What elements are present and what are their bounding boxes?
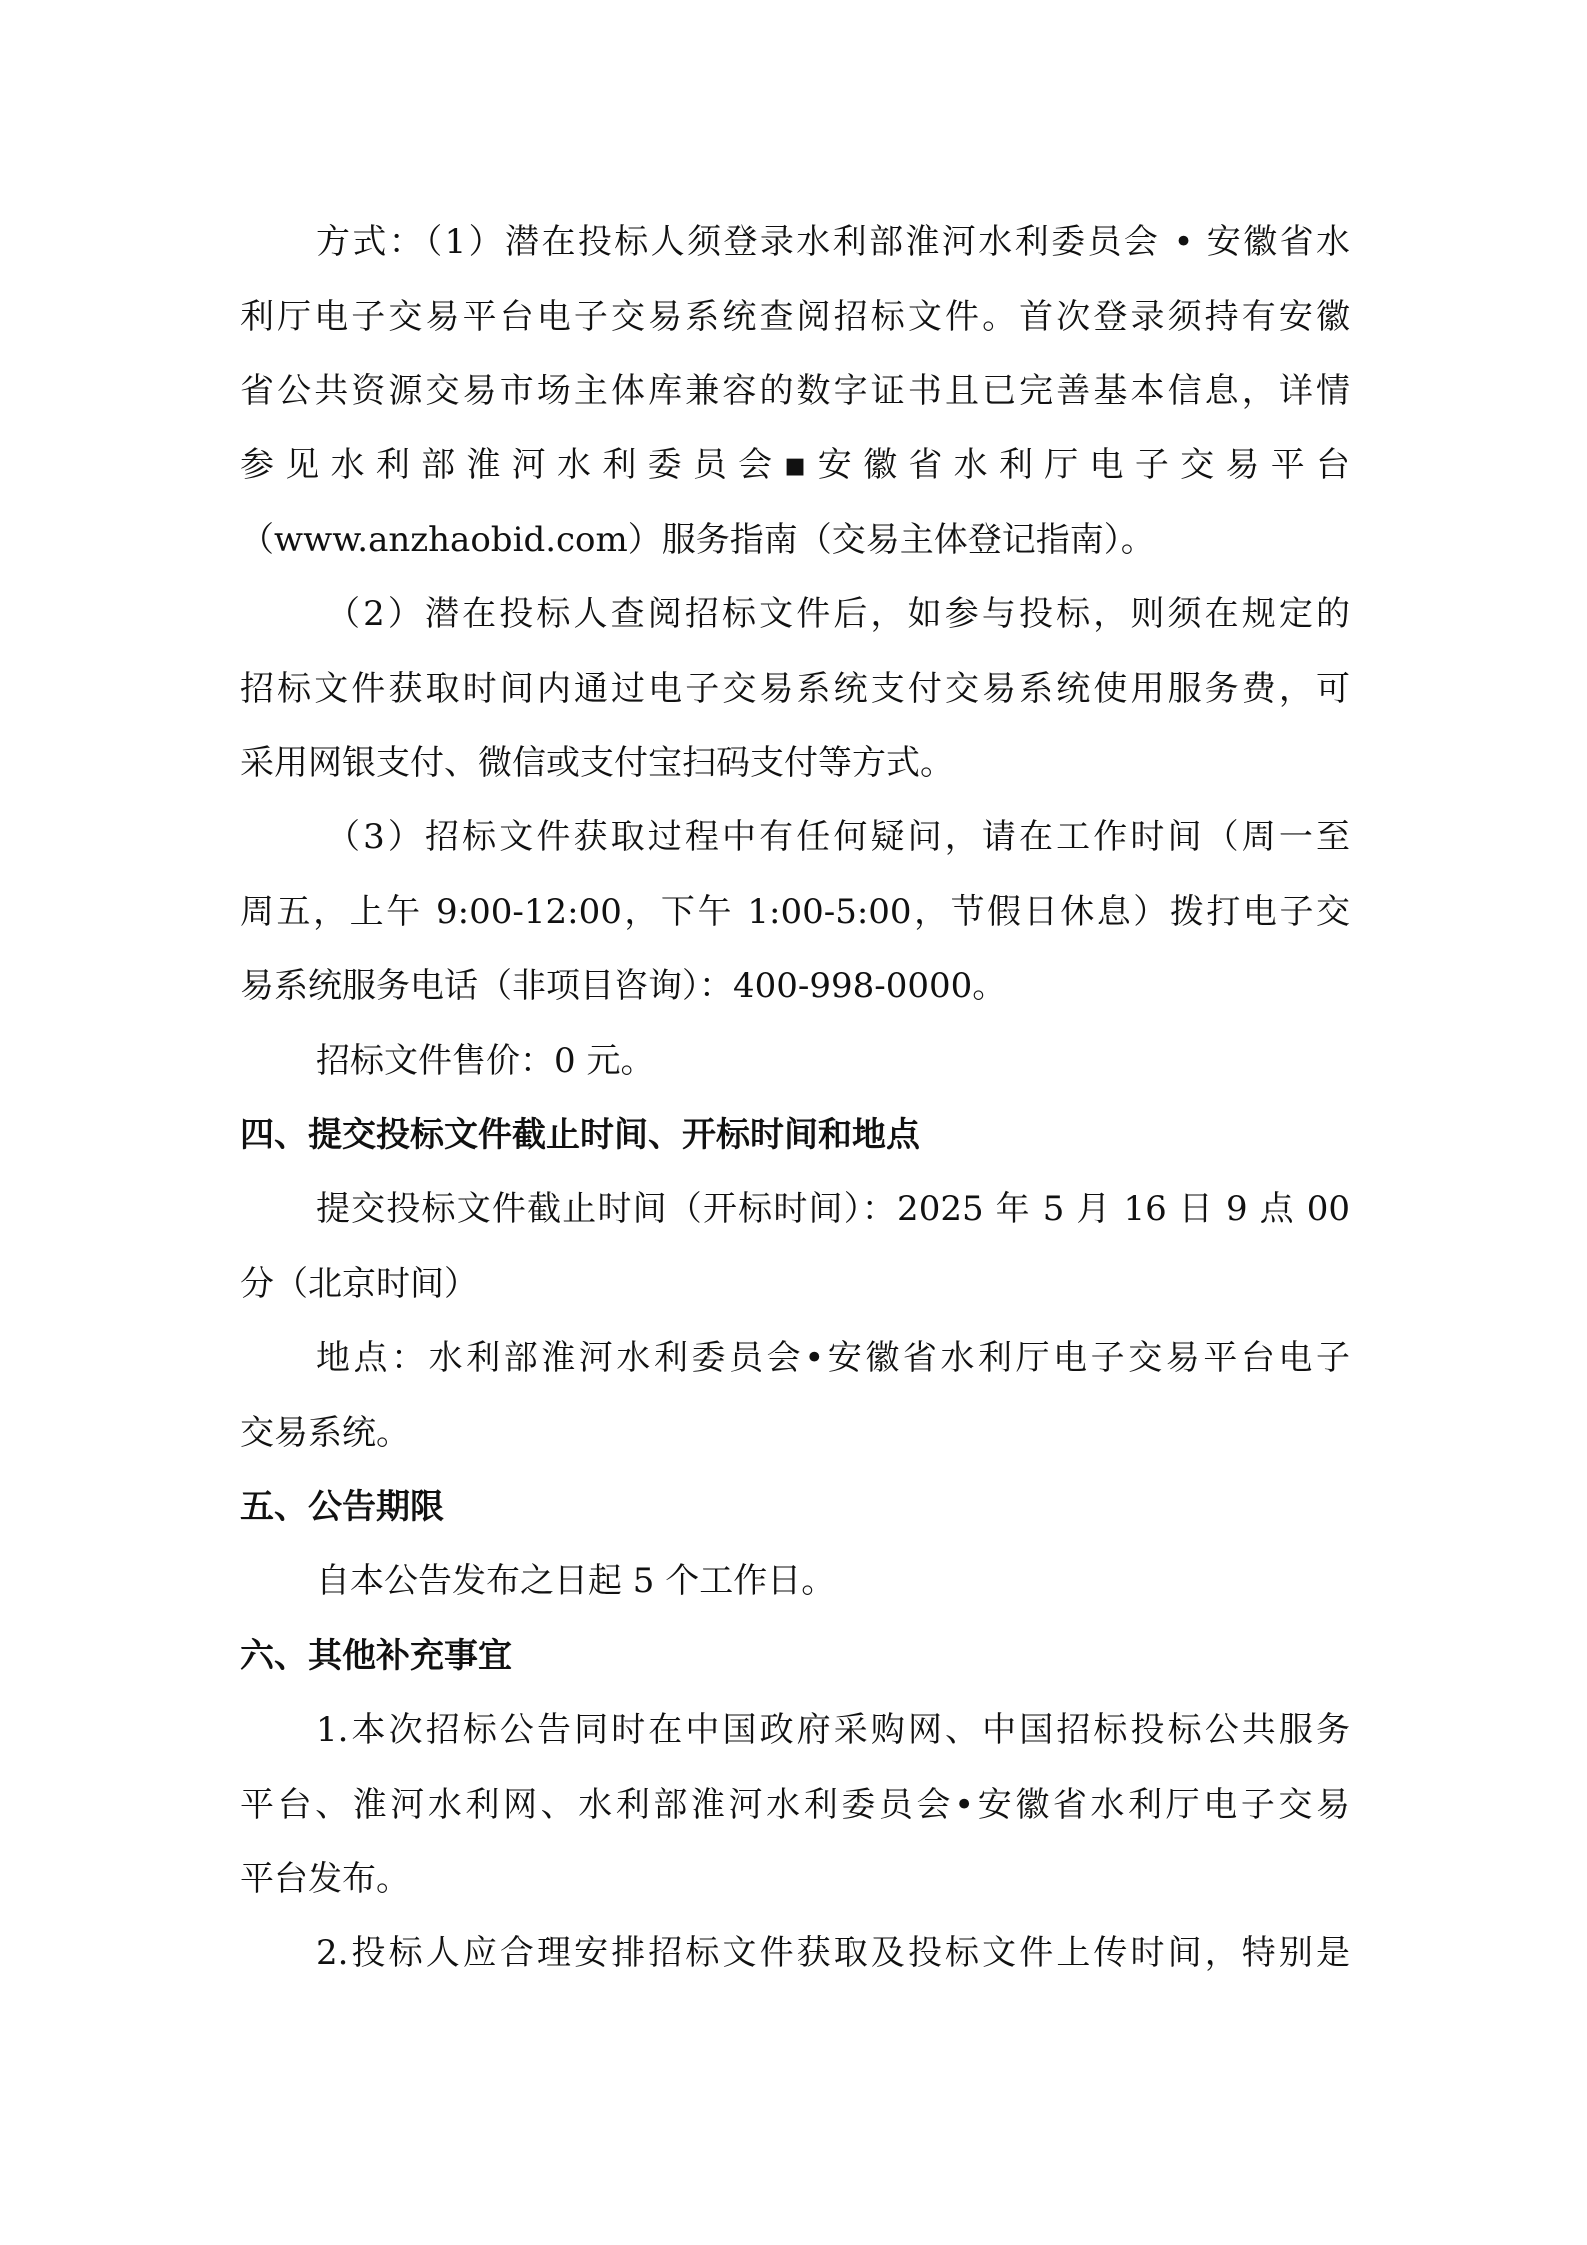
paragraph-line: （3）招标文件获取过程中有任何疑问，请在工作时间（周一至 (326, 817, 1350, 857)
paragraph-line: 周五，上午 9:00-12:00，下午 1:00-5:00，节假日休息）拨打电子交 (240, 892, 1350, 932)
paragraph-line: 自本公告发布之日起 5 个工作日。 (316, 1561, 836, 1601)
section-heading-4: 四、提交投标文件截止时间、开标时间和地点 (240, 1115, 920, 1155)
paragraph-line: 平台发布。 (240, 1859, 410, 1899)
paragraph-line: 2.投标人应合理安排招标文件获取及投标文件上传时间，特别是 (316, 1933, 1350, 1973)
paragraph-line: （2）潜在投标人查阅招标文件后，如参与投标，则须在规定的 (326, 594, 1350, 634)
paragraph-line: 交易系统。 (240, 1413, 410, 1453)
paragraph-line: 1.本次招标公告同时在中国政府采购网、中国招标投标公共服务 (316, 1710, 1350, 1750)
section-heading-6: 六、其他补充事宜 (240, 1636, 512, 1676)
paragraph-line: 方式：（1）潜在投标人须登录水利部淮河水利委员会 • 安徽省水 (316, 222, 1350, 262)
paragraph-line: 采用网银支付、微信或支付宝扫码支付等方式。 (240, 743, 954, 783)
paragraph-line: 地点：水利部淮河水利委员会•安徽省水利厅电子交易平台电子 (316, 1338, 1350, 1378)
section-heading-5: 五、公告期限 (240, 1487, 444, 1527)
paragraph-line: 参见水利部淮河水利委员会▪安徽省水利厅电子交易平台 (240, 445, 1350, 485)
paragraph-line: 易系统服务电话（非项目咨询）：400-998-0000。 (240, 966, 1007, 1006)
paragraph-line: （www.anzhaobid.com）服务指南（交易主体登记指南）。 (240, 520, 1155, 560)
paragraph-line: 招标文件获取时间内通过电子交易系统支付交易系统使用服务费，可 (240, 669, 1350, 709)
paragraph-line: 提交投标文件截止时间（开标时间）：2025 年 5 月 16 日 9 点 00 (316, 1189, 1350, 1229)
paragraph-line: 招标文件售价：0 元。 (316, 1041, 655, 1081)
paragraph-line: 省公共资源交易市场主体库兼容的数字证书且已完善基本信息，详情 (240, 371, 1350, 411)
paragraph-line: 利厅电子交易平台电子交易系统查阅招标文件。首次登录须持有安徽 (240, 297, 1350, 337)
paragraph-line: 分（北京时间） (240, 1264, 478, 1304)
paragraph-line: 平台、淮河水利网、水利部淮河水利委员会•安徽省水利厅电子交易 (240, 1785, 1350, 1825)
